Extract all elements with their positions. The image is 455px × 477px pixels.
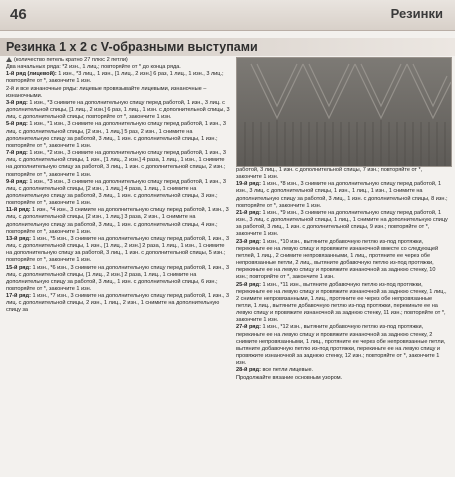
paragraph: Два начальных ряда: *2 изн., 1 лиц.; повторяйте от * до конца ряда. (6, 64, 181, 71)
paragraph: 19-й ряд: 1 изн., *8 изн., 3 снимите на дополнительную спицу перед работой, 1 изн., 3 лиц. с дополнительной спицы, 1 изн., 1 лиц., 1 изн., 1 снимите на дополнительную спицу за работой, 3 лиц., 1 изн. с дополнительной спицы, 8 изн.; повторяйте от *, закончите 1 изн. (236, 181, 448, 209)
paragraph: 27-й ряд: 1 изн., *12 изн., вытяните добавочную петлю из-под протяжки, перекиньте ее на левую спицу и провяжите изнаночной за заднюю стенку, 2 снимите непровязанными, 1 лиц., протяните ее через обе непровязанные петли, вытяните добавочную петлю из-под протяжки, перекиньте ее на левую спицу и провяжите изнаночной за заднюю стенку, 12 изн.; повторяйте от *, закончите 1 изн. (236, 324, 446, 367)
paragraph: 15-й ряд: 1 изн., *6 изн., 3 снимите на дополнительную спицу перед работой, 1 изн., 3 лиц. с дополнительной спицы, [1 лиц., 2 изн.] 2 раза, 1 лиц., 1 снимите на дополнительную спицу за работой, 3 лиц., 1 изн. с дополнительной спицы, 6 изн.; повторяйте от *, закончите 1 изн. (6, 264, 230, 292)
paragraph: работой, 3 лиц., 1 изн. с дополнительной спицы, 7 изн.; повторяйте от *, закончите 1 изн. (236, 167, 423, 181)
paragraph: 9-й ряд: 1 изн., *3 изн., 3 снимите на дополнительную спицу перед работой, 1 изн., 3 лиц. с дополнительной спицы, [2 изн., 1 лиц.] 4 раза, 1 лиц., 1 снимите на дополнительную спицу за работой, 3 лиц., 1 изн. с дополнительной спицы, 3 изн.; повторяйте от *, закончите 1 изн. (6, 178, 226, 207)
paragraph: 17-й ряд: 1 изн., *7 изн., 3 снимите на дополнительную спицу перед работой, 1 изн., 3 лиц. с дополнительной спицы, 2 изн., 1 лиц., 2 изн., 1 снимите на дополнительную спицу за (6, 293, 230, 314)
paragraph: 3-й ряд: 1 изн., *3 снимите на дополнительную спицу перед работой, 1 изн., 3 лиц. с дополнительной спицы, [1 лиц., 2 изн.] 6 раз, 1 лиц., 1 изн. с дополнительной спицы, 3 лиц. с дополнительной спицы; повторяйте от *, закончите 1 изн. (6, 99, 230, 121)
instructions-column-left (6, 57, 230, 315)
section-title: Резинки (390, 6, 443, 21)
triangle-icon (6, 57, 12, 62)
paragraph: 5-й ряд: 1 изн., *1 изн., 3 снимите на дополнительную спицу перед работой, 1 изн., 3 лиц. с дополнительной спицы, [2 изн., 1 лиц.] 5 раз, 2 изн., 1 снимите на дополнительную спицу за работой, 3 лиц., 1 изн. с дополнительной спицы, 1 изн.; повторяйте от *, закончите 1 изн. (6, 121, 226, 149)
paragraph: 1-й ряд (лицевой): 1 изн., *3 лиц., 1 изн., [1 лиц., 2 изн.] 6 раз, 1 лиц., 1 изн., 3 лиц.; повторяйте от *, закончите 1 изн. (6, 71, 224, 85)
knit-texture-drawing (237, 58, 451, 166)
paragraph: (количество петель кратно 27 плюс 2 петли) (6, 57, 230, 64)
paragraph: 25-й ряд: 1 изн., *11 изн., вытяните добавочную петлю из-под протяжки, перекиньте ее на левую спицу и провяжите изнаночной за заднюю стенку, 1 лиц., 2 снимите непровязанными, 1 лиц., протяните ее через обе непровязанные петли, 1 лиц., вытяните добавочную петлю из-под протяжки, перекиньте ее на левую спицу и провяжите изнаночной за заднюю стенку, 11 изн.; повторяйте от *, закончите 1 изн. (236, 281, 447, 324)
paragraph: 7-й ряд: 1 изн., *2 изн., 3 снимите на дополнительную спицу перед работой, 1 изн., 3 лиц. с дополнительной спицы, 1 изн., [1 лиц., 2 изн.] 4 раза, 1 лиц., 1 изн., 1 снимите на дополнительную спицу за работой, 3 лиц., 1 изн. с дополнительной спицы, 2 изн.; повторяйте от *, закончите 1 изн. (6, 150, 226, 178)
paragraph: 28-й ряд: все петли лицевые. (236, 367, 314, 374)
paragraph: 13-й ряд: 1 изн., *5 изн., 3 снимите на дополнительную спицу перед работой, 1 изн., 3 лиц. с дополнительной спицы, 1 изн., [1 лиц., 2 изн.] 2 раза, 1 лиц., 1 изн., 1 снимите на дополнительную спицу за работой, 3 лиц., 1 изн. с дополнительной спицы, 5 изн.; повторяйте от *, закончите 1 изн. (6, 235, 230, 264)
paragraph: 23-й ряд: 1 изн., *10 изн., вытяните добавочную петлю из-под протяжки, перекиньте ее на левую спицу и провяжите изнаночной вместе со следующей петлей, 1 лиц., 2 снимите непровязанными, 1 лиц., протяните ее через обе непровязанные петли, 2 лиц., вытяните добавочную петлю из-под протяжки, перекиньте ее на левую спицу и провяжите изнаночной за заднюю стенку, 10 изн.; повторяйте от *, закончите 1 изн. (236, 238, 439, 281)
instructions-column-right (236, 167, 448, 382)
paragraph: Продолжайте вязание основным узором. (236, 374, 343, 381)
paragraph: 11-й ряд: 1 изн., *4 изн., 3 снимите на дополнительную спицу перед работой, 1 изн., 3 лиц. с дополнительной спицы, [2 изн., 1 лиц.] 3 раза, 2 изн., 1 снимите на дополнительную спицу за работой, 3 лиц., 1 изн. с дополнительной спицы, 4 изн.; повторяйте от *, закончите 1 изн. (6, 207, 229, 235)
paragraph: 2-й и все изнаночные ряды: лицевые провязывайте лицевыми, изнаночные – изнаночными. (6, 85, 207, 99)
page-number: 46 (10, 6, 27, 23)
page-header (0, 0, 455, 31)
paragraph: 21-й ряд: 1 изн., *9 изн., 3 снимите на дополнительную спицу перед работой, 1 изн., 3 лиц. с дополнительной спицы, 1 лиц., 1 снимите на дополнительную спицу за работой, 3 лиц., 1 изн. с дополнительной спицы, 9 изн.; повторяйте от *, закончите 1 изн. (236, 209, 448, 238)
pattern-title: Резинка 1 x 2 с V-образными выступами (6, 40, 258, 54)
knitted-sample-photo (236, 57, 452, 167)
